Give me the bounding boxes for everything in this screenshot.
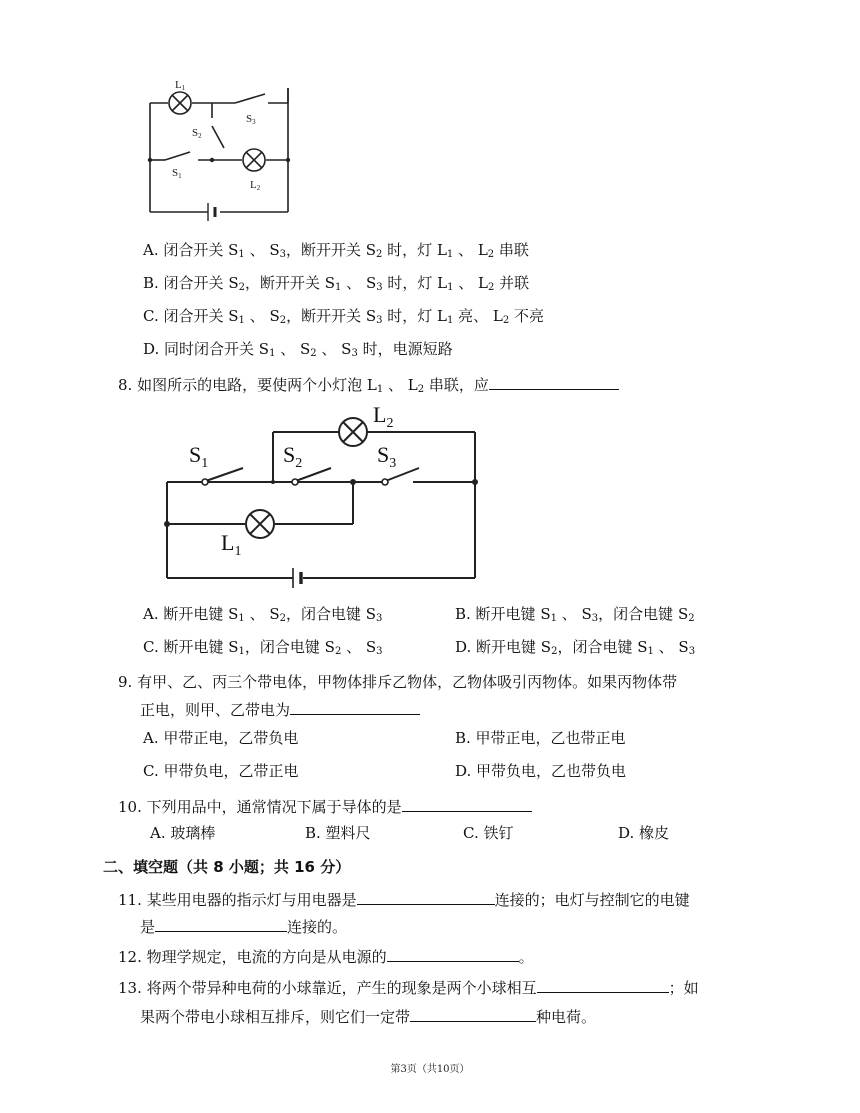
q7-option-c: C. 闭合开关 $S_1$ 、 $S_2$，断开开关 $S_3$ 时，灯 $L_1$ 亮、 $L_2$ 不亮	[143, 307, 545, 326]
q8-option-b: B. 断开电键 $S_1$ 、 $S_3$，闭合电键 $S_2$	[455, 605, 695, 624]
q8-answer-blank[interactable]	[489, 373, 619, 390]
label-S3: $S_3$	[377, 442, 397, 471]
page-footer: 第3页（共10页）	[390, 1064, 470, 1075]
q8-option-c: C. 断开电键 $S_1$，闭合电键 $S_2$ 、 $S_3$	[143, 638, 383, 657]
section-heading-fill-in: 二、填空题（共 8 小题；共 16 分）	[103, 858, 351, 876]
q10-answer-blank[interactable]	[402, 795, 532, 812]
label-L2: L2	[250, 179, 261, 192]
label-S2: S2	[192, 127, 202, 140]
q12-answer-blank[interactable]	[387, 945, 519, 962]
label-L2: $L_2$	[373, 402, 394, 431]
q13-line2: 果两个带电小球相互排斥，则它们一定带 种电荷。	[140, 1005, 596, 1027]
label-S1: S1	[172, 167, 182, 180]
q13-line1: 13. 将两个带异种电荷的小球靠近，产生的现象是两个小球相互 ；如	[118, 976, 699, 998]
q9-option-c: C. 甲带负电，乙带正电	[143, 762, 299, 780]
q11-answer-blank-2[interactable]	[155, 915, 287, 932]
q11-line2: 是 连接的。	[140, 915, 347, 937]
label-S2: $S_2$	[283, 442, 303, 471]
q13-answer-blank-2[interactable]	[410, 1005, 536, 1022]
circuit-diagram-q7	[140, 78, 310, 228]
q13-answer-blank-1[interactable]	[537, 976, 669, 993]
q11-answer-blank-1[interactable]	[357, 888, 495, 905]
q9-stem-line1: 9. 有甲、乙、丙三个带电体，甲物体排斥乙物体，乙物体吸引丙物体。如果丙物体带	[118, 673, 678, 691]
q7-option-d: D. 同时闭合开关 $S_1$ 、 $S_2$ 、 $S_3$ 时，电源短路	[143, 340, 453, 359]
circuit-diagram-q8	[155, 400, 485, 590]
q9-stem-line2: 正电，则甲、乙带电为	[140, 698, 420, 720]
q10-option-c: C. 铁钉	[463, 824, 514, 842]
q8-option-d: D. 断开电键 $S_2$，闭合电键 $S_1$ 、 $S_3$	[455, 638, 696, 657]
label-S3: S3	[246, 113, 256, 126]
q7-option-a: A. 闭合开关 $S_1$ 、 $S_3$，断开开关 $S_2$ 时，灯 $L_1$ 、 $L_2$ 串联	[143, 241, 529, 260]
q10-option-b: B. 塑料尺	[305, 824, 371, 842]
q10-stem: 10. 下列用品中，通常情况下属于导体的是	[118, 795, 532, 817]
label-L1: $L_1$	[221, 530, 242, 559]
q9-option-a: A. 甲带正电，乙带负电	[143, 729, 299, 747]
label-S1: $S_1$	[189, 442, 209, 471]
q8-stem: 8. 如图所示的电路，要使两个小灯泡 $L_1$ 、 $L_2$ 串联，应	[118, 373, 619, 395]
q7-option-b: B. 闭合开关 $S_2$，断开开关 $S_1$ 、 $S_3$ 时，灯 $L_1$ 、 $L_2$ 并联	[143, 274, 530, 293]
q10-option-a: A. 玻璃棒	[150, 824, 216, 842]
label-L1: L1	[175, 79, 186, 92]
q9-option-d: D. 甲带负电，乙也带负电	[455, 762, 627, 780]
q9-answer-blank[interactable]	[290, 698, 420, 715]
q8-option-a: A. 断开电键 $S_1$ 、 $S_2$，闭合电键 $S_3$	[143, 605, 383, 624]
q11-line1: 11. 某些用电器的指示灯与用电器是 连接的；电灯与控制它的电键	[118, 888, 690, 910]
q10-option-d: D. 橡皮	[618, 824, 670, 842]
q12-stem: 12. 物理学规定，电流的方向是从电源的 。	[118, 945, 534, 967]
q9-option-b: B. 甲带正电，乙也带正电	[455, 729, 626, 747]
